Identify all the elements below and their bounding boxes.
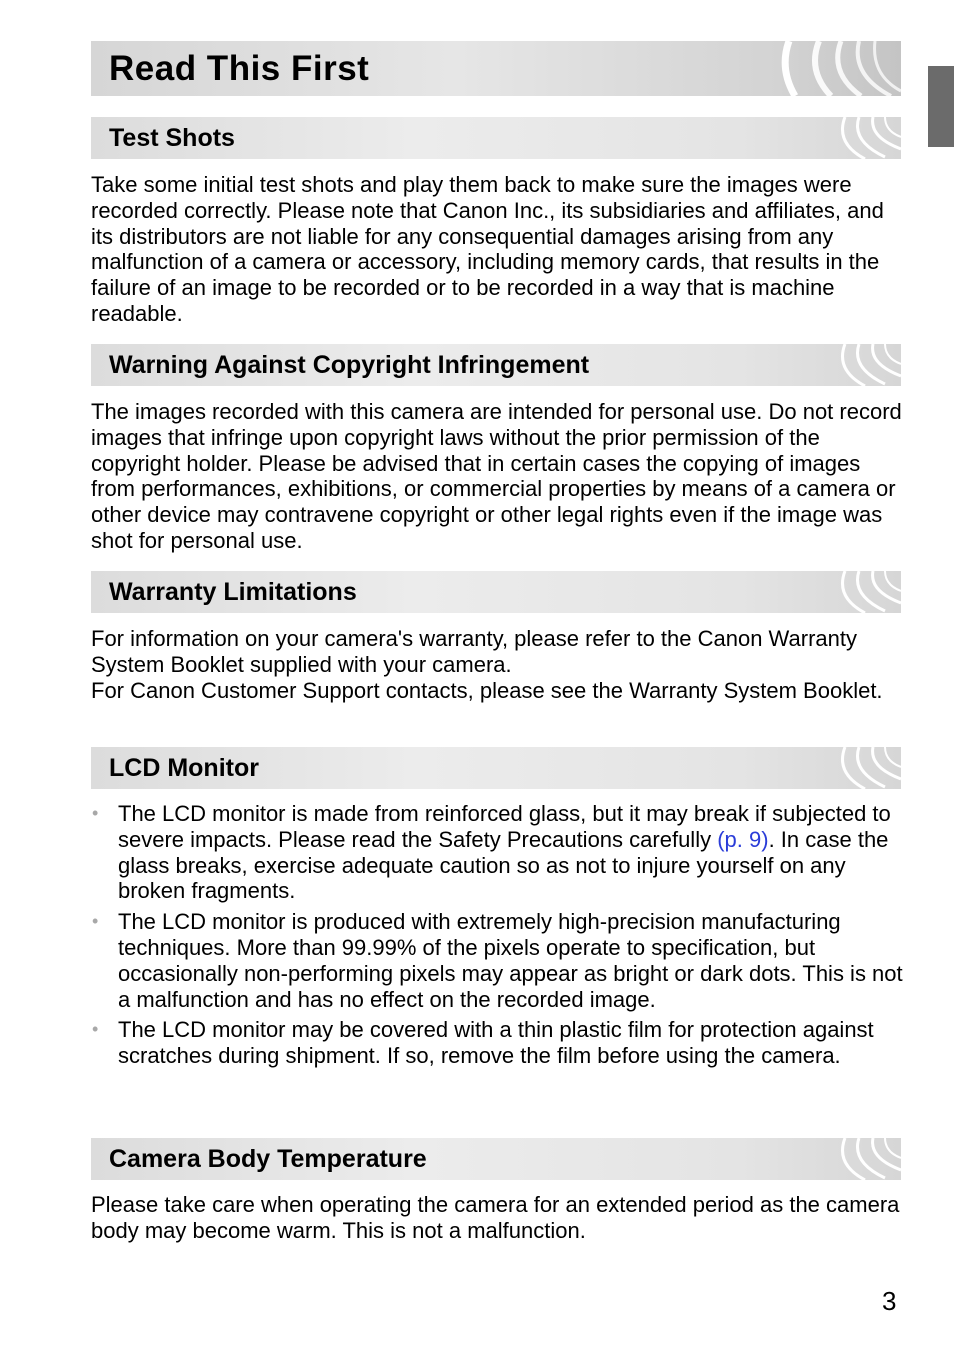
section-heading: Warning Against Copyright Infringement: [109, 351, 590, 379]
decorative-arcs-icon: [831, 571, 901, 613]
page-number: 3: [882, 1286, 897, 1316]
list-item: [91, 801, 906, 904]
bullet-text: The LCD monitor may be covered with a thin plastic film for protection against scratches during shipment. If so, remove the film before using the camera.: [118, 1017, 874, 1069]
list-item: [91, 1017, 906, 1069]
section-heading: Camera Body Temperature: [109, 1145, 427, 1173]
section-heading: Test Shots: [109, 124, 235, 152]
section-heading: Warranty Limitations: [109, 578, 357, 606]
section-body: Take some initial test shots and play them back to make sure the images were recorded correctly. Please note that Canon Inc., its subsidiaries and affiliates, and its distributors are not liable for any consequential damages arising from any malfunction of a camera or accessory, including memory cards, that results in the failure of an image to be recorded or to be recorded in a way that is machine readable.: [91, 172, 884, 326]
bullet-text: . In case the glass breaks, exercise adequate caution so as not to injure yourself on any broken fragments.: [118, 826, 889, 904]
section-body: The images recorded with this camera are intended for personal use. Do not record images that infringe upon copyright laws without the prior permission of the copyright holder. Please be advised that in certain cases the copying of images from performances, exhibitions, or commercial properties by means of a camera or other device may contravene copyright or other legal rights even if the image was shot for personal use.: [91, 399, 902, 553]
section-header-body-temperature: [91, 1138, 901, 1180]
decorative-arcs-icon: [831, 747, 901, 789]
bullet-icon: •: [92, 803, 99, 823]
section-heading: LCD Monitor: [109, 754, 259, 782]
section-header-warranty: [91, 571, 901, 613]
bullet-text: The LCD monitor is made from reinforced glass, but it may break if subjected to severe impacts. Please read the Safety Precautions carefully: [118, 801, 891, 852]
warranty-line-2: For Canon Customer Support contacts, please see the Warranty System Booklet.: [91, 677, 883, 703]
decorative-arcs-icon: [771, 41, 901, 96]
bullet-icon: •: [92, 911, 99, 932]
decorative-arcs-icon: [831, 117, 901, 159]
page-title-bar: [91, 41, 901, 96]
list-item: [91, 909, 906, 1012]
section-header-lcd-monitor: [91, 747, 901, 789]
warranty-line-1: For information on your camera's warranty, please refer to the Canon Warranty System Booklet supplied with your camera.: [91, 626, 857, 677]
decorative-arcs-icon: [831, 1138, 901, 1180]
page-reference-link[interactable]: (p. 9): [717, 826, 769, 852]
lcd-bullet-list: [91, 801, 906, 1074]
section-body: Please take care when operating the camera for an extended period as the camera body may become warm. This is not a malfunction.: [91, 1192, 900, 1243]
bullet-text: The LCD monitor is produced with extremely high-precision manufacturing techniques. More than 99.99% of the pixels operate to specification, but occasionally non-performing pixels may appear as bright or dark dots. This is not a malfunction and has no effect on the recorded image.: [118, 909, 903, 1012]
bullet-icon: •: [92, 1019, 99, 1040]
chapter-edge-tab: [928, 66, 954, 147]
page-title: Read This First: [109, 49, 370, 88]
section-header-copyright: [91, 344, 901, 386]
section-body: [91, 626, 906, 703]
section-header-test-shots: [91, 117, 901, 159]
decorative-arcs-icon: [831, 344, 901, 386]
